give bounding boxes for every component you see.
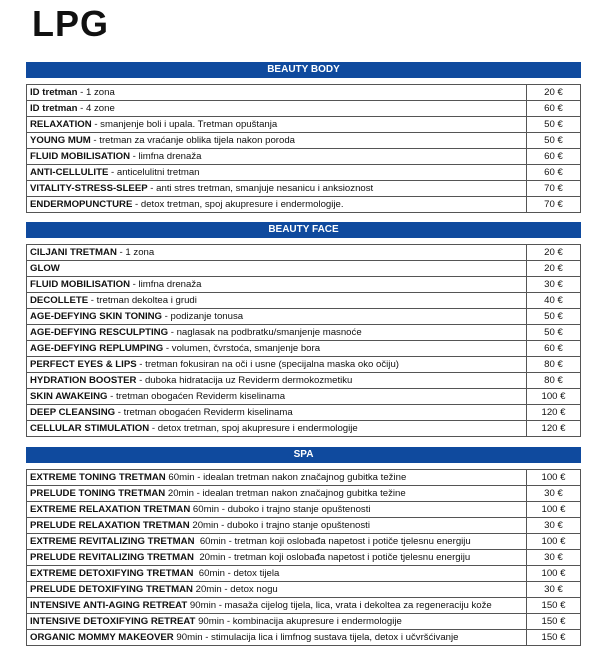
table-row [27, 582, 581, 598]
treatment-cell [27, 197, 527, 213]
section-header: BEAUTY FACE [27, 223, 581, 238]
treatment-cell [27, 245, 527, 261]
treatment-name: CELLULAR STIMULATION [30, 423, 150, 434]
price-cell: 150 € [527, 598, 581, 614]
price-cell: 20 € [527, 245, 581, 261]
price-cell: 100 € [527, 389, 581, 405]
treatment-name: PERFECT EYES & LIPS [30, 359, 137, 370]
section-header: BEAUTY BODY [27, 63, 581, 78]
treatment-cell [27, 373, 527, 389]
treatment-description: - 1 zona [116, 247, 155, 258]
price-table [26, 447, 581, 646]
treatment-name: ENDERMOPUNCTURE [30, 199, 133, 210]
table-row [27, 197, 581, 213]
treatment-description: - tretman fokusiran na oči i usne (specijalna maska oko očiju) [136, 359, 399, 370]
table-row [27, 566, 581, 582]
treatment-description: 20min - detox nogu [192, 584, 278, 595]
table-row [27, 389, 581, 405]
table-row [27, 309, 581, 325]
price-cell: 100 € [527, 566, 581, 582]
price-cell: 150 € [527, 630, 581, 646]
table-row [27, 181, 581, 197]
treatment-cell [27, 101, 527, 117]
treatment-name: HYDRATION BOOSTER [30, 375, 137, 386]
table-row [27, 149, 581, 165]
table-row [27, 341, 581, 357]
treatment-name: INTENSIVE ANTI-AGING RETREAT [30, 600, 188, 611]
table-row [27, 486, 581, 502]
table-row [27, 85, 581, 101]
treatment-name: AGE-DEFYING SKIN TONING [30, 311, 163, 322]
treatment-name: PRELUDE DETOXIFYING TRETMAN [30, 584, 193, 595]
price-cell: 30 € [527, 550, 581, 566]
price-cell: 30 € [527, 277, 581, 293]
treatment-description: - detox tretman, spoj akupresure i endermologije. [132, 199, 344, 210]
treatment-cell [27, 421, 527, 437]
table-row [27, 421, 581, 437]
treatment-description: - tretman za vraćanje oblika tijela nakon poroda [90, 135, 296, 146]
treatment-name: AGE-DEFYING RESCULPTING [30, 327, 169, 338]
treatment-description: 60min - tretman koji oslobađa napetost i potiče tjelesnu energiju [194, 536, 471, 547]
price-cell: 50 € [527, 133, 581, 149]
treatment-cell [27, 293, 527, 309]
treatment-name: ANTI-CELLULITE [30, 167, 109, 178]
treatment-cell [27, 566, 527, 582]
price-cell: 30 € [527, 486, 581, 502]
price-cell: 100 € [527, 534, 581, 550]
treatment-name: EXTREME REVITALIZING TRETMAN [30, 536, 195, 547]
treatment-name: VITALITY-STRESS-SLEEP [30, 183, 148, 194]
treatment-cell [27, 598, 527, 614]
table-row [27, 261, 581, 277]
price-cell: 70 € [527, 181, 581, 197]
treatment-cell [27, 309, 527, 325]
price-cell: 20 € [527, 261, 581, 277]
treatment-cell [27, 486, 527, 502]
treatment-name: DEEP CLEANSING [30, 407, 116, 418]
treatment-description: - anticelulitni tretman [108, 167, 200, 178]
treatment-cell [27, 181, 527, 197]
treatment-description: - tretman obogaćen Reviderm kiselinama [115, 407, 293, 418]
treatment-description: - smanjenje boli i upala. Tretman opuštanja [91, 119, 278, 130]
price-cell: 70 € [527, 197, 581, 213]
treatment-cell [27, 85, 527, 101]
price-cell: 60 € [527, 341, 581, 357]
treatment-cell [27, 502, 527, 518]
table-row [27, 133, 581, 149]
treatment-description: - 1 zona [77, 87, 115, 98]
treatment-name: AGE-DEFYING REPLUMPING [30, 343, 164, 354]
price-cell: 60 € [527, 101, 581, 117]
treatment-name: FLUID MOBILISATION [30, 151, 131, 162]
table-row [27, 117, 581, 133]
section-spa [26, 447, 580, 646]
table-row [27, 357, 581, 373]
price-cell: 40 € [527, 293, 581, 309]
table-row [27, 277, 581, 293]
table-row [27, 598, 581, 614]
price-cell: 20 € [527, 85, 581, 101]
treatment-cell [27, 341, 527, 357]
treatment-cell [27, 534, 527, 550]
treatment-cell [27, 277, 527, 293]
treatment-description: 20min - idealan tretman nakon značajnog gubitka težine [165, 488, 406, 499]
treatment-cell [27, 165, 527, 181]
treatment-description: - limfna drenaža [130, 279, 202, 290]
treatment-cell [27, 470, 527, 486]
treatment-name: YOUNG MUM [30, 135, 91, 146]
table-row [27, 614, 581, 630]
treatment-description: - podizanje tonusa [162, 311, 244, 322]
treatment-description: - anti stres tretman, smanjuje nesanicu i anksioznost [147, 183, 374, 194]
treatment-name: ORGANIC MOMMY MAKEOVER [30, 632, 174, 643]
treatment-name: PRELUDE TONING TRETMAN [30, 488, 166, 499]
price-cell: 120 € [527, 421, 581, 437]
treatment-description: - detox tretman, spoj akupresure i endermologije [149, 423, 358, 434]
treatment-cell [27, 149, 527, 165]
table-row [27, 405, 581, 421]
treatment-cell [27, 133, 527, 149]
table-row [27, 630, 581, 646]
section-beauty-face [26, 222, 580, 437]
table-row [27, 293, 581, 309]
price-cell: 50 € [527, 325, 581, 341]
treatment-cell [27, 261, 527, 277]
treatment-name: FLUID MOBILISATION [30, 279, 131, 290]
treatment-cell [27, 614, 527, 630]
treatment-description: 60min - duboko i trajno stanje opuštenosti [190, 504, 371, 515]
treatment-name: EXTREME TONING TRETMAN [30, 472, 166, 483]
price-cell: 50 € [527, 117, 581, 133]
price-cell: 80 € [527, 373, 581, 389]
section-beauty-body [26, 62, 580, 213]
treatment-description: - limfna drenaža [130, 151, 202, 162]
price-table [26, 62, 581, 213]
treatment-name: ID tretman [30, 87, 78, 98]
table-row [27, 165, 581, 181]
treatment-cell [27, 550, 527, 566]
price-cell: 30 € [527, 582, 581, 598]
treatment-description: - volumen, čvrstoća, smanjenje bora [163, 343, 321, 354]
price-cell: 150 € [527, 614, 581, 630]
treatment-cell [27, 325, 527, 341]
table-row [27, 373, 581, 389]
treatment-description: - tretman obogaćen Reviderm kiselinama [107, 391, 286, 402]
treatment-name: RELAXATION [30, 119, 92, 130]
treatment-description: 60min - detox tijela [193, 568, 280, 579]
treatment-description: 90min - kombinacija akupresure i endermologije [195, 616, 402, 627]
treatment-description: - naglasak na podbratku/smanjenje masnoće [168, 327, 362, 338]
treatment-description: 90min - masaža cijelog tijela, lica, vrata i dekoltea za regeneraciju kože [187, 600, 492, 611]
table-row [27, 502, 581, 518]
treatment-cell [27, 630, 527, 646]
treatment-description: - duboka hidratacija uz Reviderm dermokozmetiku [136, 375, 353, 386]
treatment-name: ID tretman [30, 103, 78, 114]
treatment-cell [27, 389, 527, 405]
treatment-name: PRELUDE RELAXATION TRETMAN [30, 520, 190, 531]
treatment-description: 20min - tretman koji oslobađa napetost i potiče tjelesnu energiju [193, 552, 471, 563]
treatment-name: INTENSIVE DETOXIFYING RETREAT [30, 616, 196, 627]
price-cell: 100 € [527, 470, 581, 486]
treatment-cell [27, 518, 527, 534]
price-cell: 80 € [527, 357, 581, 373]
treatment-name: EXTREME DETOXIFYING TRETMAN [30, 568, 194, 579]
treatment-description: 20min - duboko i trajno stanje opuštenosti [189, 520, 370, 531]
treatment-cell [27, 582, 527, 598]
treatment-name: GLOW [30, 263, 60, 274]
treatment-cell [27, 357, 527, 373]
table-row [27, 534, 581, 550]
table-row [27, 101, 581, 117]
price-table [26, 222, 581, 437]
treatment-description: - 4 zone [77, 103, 115, 114]
table-row [27, 550, 581, 566]
treatment-cell [27, 117, 527, 133]
price-cell: 60 € [527, 165, 581, 181]
price-cell: 120 € [527, 405, 581, 421]
treatment-name: CILJANI TRETMAN [30, 247, 117, 258]
treatment-name: DECOLLETE [30, 295, 89, 306]
page-title: LPG [32, 3, 110, 44]
treatment-description: - tretman dekoltea i grudi [88, 295, 197, 306]
section-header: SPA [27, 448, 581, 463]
treatment-cell [27, 405, 527, 421]
treatment-name: PRELUDE REVITALIZING TRETMAN [30, 552, 194, 563]
table-row [27, 245, 581, 261]
table-row [27, 470, 581, 486]
price-cell: 100 € [527, 502, 581, 518]
treatment-name: EXTREME RELAXATION TRETMAN [30, 504, 191, 515]
table-row [27, 518, 581, 534]
price-cell: 30 € [527, 518, 581, 534]
treatment-name: SKIN AWAKEING [30, 391, 108, 402]
price-cell: 60 € [527, 149, 581, 165]
treatment-description: 60min - idealan tretman nakon značajnog gubitka težine [165, 472, 407, 483]
treatment-description: 90min - stimulacija lica i limfnog sustava tijela, detox i učvršćivanje [173, 632, 459, 643]
price-cell: 50 € [527, 309, 581, 325]
table-row [27, 325, 581, 341]
